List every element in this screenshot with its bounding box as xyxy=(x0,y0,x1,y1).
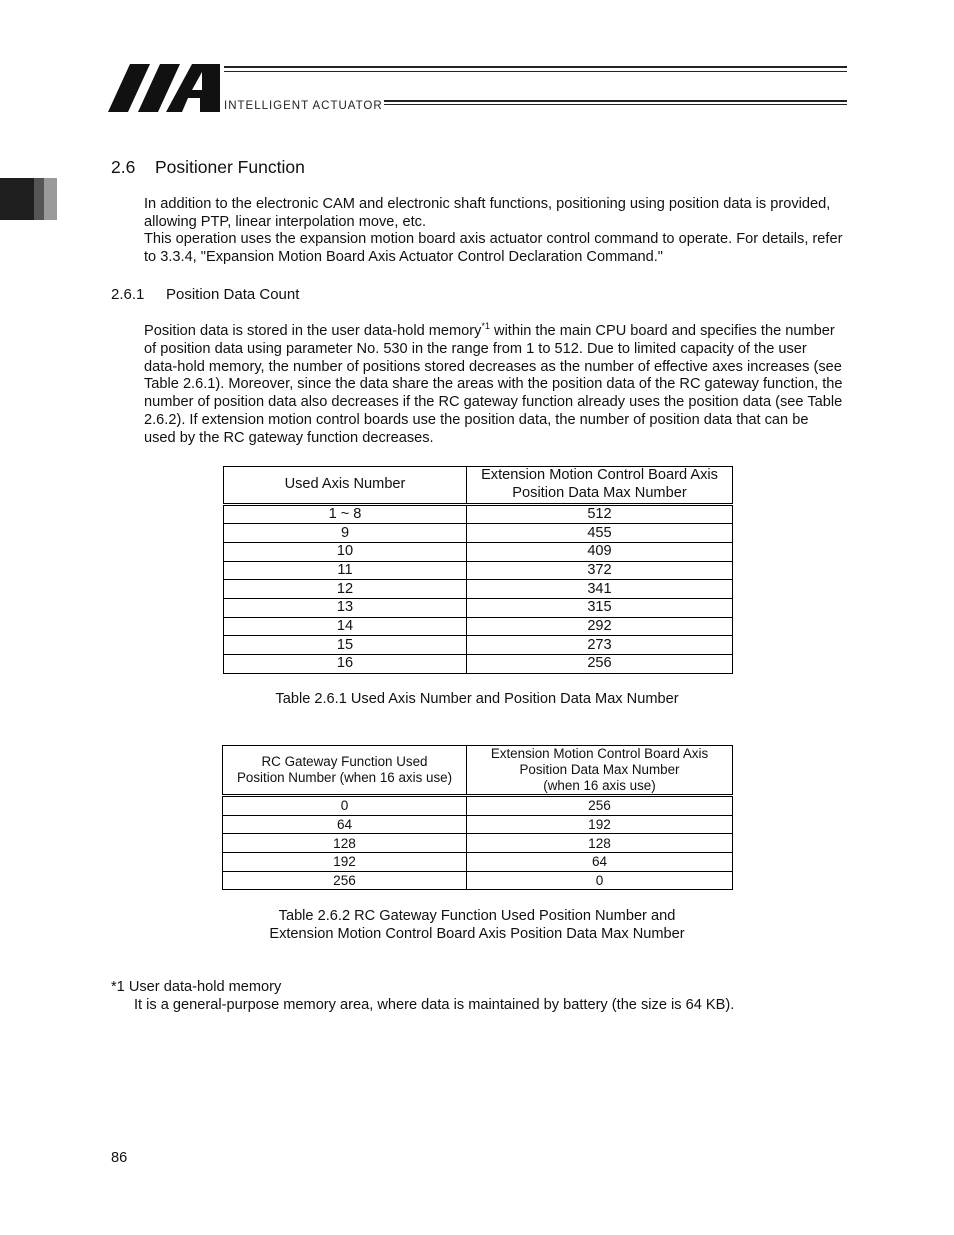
table-row xyxy=(224,599,733,618)
paragraph-text-a: Position data is stored in the user data-hold memory xyxy=(144,323,482,339)
table2-header-col2-line3: (when 16 axis use) xyxy=(543,778,656,793)
table1-caption: Table 2.6.1 Used Axis Number and Position Data Max Number xyxy=(275,691,679,707)
table-row xyxy=(223,853,733,872)
table1-cell-axis: 11 xyxy=(224,561,467,580)
section-title: Positioner Function xyxy=(155,157,305,177)
subsection-paragraph xyxy=(144,323,844,448)
section-heading xyxy=(111,157,305,178)
logo-wordmark: INTELLIGENT ACTUATOR xyxy=(224,100,383,112)
chapter-tab-mid xyxy=(34,178,44,220)
table1-cell-max: 341 xyxy=(467,580,733,599)
table-row xyxy=(223,815,733,834)
section-paragraph-2: This operation uses the expansion motion board axis actuator control command to operate. For details, refer to 3.3.4, "Expansion Motion Board Axis Actuator Control Declaration Command." xyxy=(144,231,843,265)
table1-header-col2-line2: Position Data Max Number xyxy=(512,484,687,501)
table2-header-col1 xyxy=(223,746,467,796)
section-number: 2.6 xyxy=(111,157,136,177)
header-rule-top-2 xyxy=(224,71,847,72)
chapter-tab-light xyxy=(44,178,57,220)
table2-caption-line2: Extension Motion Control Board Axis Position Data Max Number xyxy=(269,926,685,942)
table1-cell-axis: 12 xyxy=(224,580,467,599)
header-rule-bottom xyxy=(384,100,847,102)
table2-header-col2-line2: Position Data Max Number xyxy=(519,762,680,777)
table-row xyxy=(224,617,733,636)
table1-cell-axis: 16 xyxy=(224,655,467,674)
table-row xyxy=(224,561,733,580)
table2-header-col2-line1: Extension Motion Control Board Axis xyxy=(490,746,709,761)
table-row xyxy=(224,636,733,655)
page-number: 86 xyxy=(111,1150,128,1166)
chapter-tab-dark xyxy=(0,178,34,220)
table-row xyxy=(223,796,733,816)
subsection-number: 2.6.1 xyxy=(111,286,145,303)
table2-cell-used: 128 xyxy=(223,834,467,853)
table2-cell-max: 0 xyxy=(467,871,733,890)
header-rule-bottom-2 xyxy=(384,104,847,105)
table2-header-col2 xyxy=(467,746,733,796)
table2-header-col1-line2: Position Number (when 16 axis use) xyxy=(236,770,453,785)
table1-cell-axis: 9 xyxy=(224,524,467,543)
table-row xyxy=(224,504,733,524)
table1-cell-axis: 10 xyxy=(224,542,467,561)
table2-caption xyxy=(0,907,954,943)
table2-cell-max: 192 xyxy=(467,815,733,834)
table2-cell-max: 64 xyxy=(467,853,733,872)
table1-cell-axis: 14 xyxy=(224,617,467,636)
table2-caption-line1: Table 2.6.2 RC Gateway Function Used Position Number and xyxy=(278,908,676,924)
subsection-title: Position Data Count xyxy=(166,286,300,303)
paragraph-text-b: within the main CPU board and specifies the number of position data using parameter No. 530 in the range from 1 to 512. Due to limited capacity of the user data-hold memory, the number of positions stored decreases as the number of effective axes increases (see Table 2.6.1). Moreover, since the data share the areas with the position data of the RC gateway function, the number of position data also decreases if the RC gateway function already uses the position data (see Table 2.6.2). If extension motion control boards use the position data, the number of position data that can be used by the RC gateway function decreases. xyxy=(144,323,843,446)
table1-cell-axis: 15 xyxy=(224,636,467,655)
table2-cell-used: 64 xyxy=(223,815,467,834)
footnote-ref: *1 xyxy=(481,321,490,331)
table2-cell-used: 0 xyxy=(223,796,467,816)
table2-header-col1-line1: RC Gateway Function Used xyxy=(261,754,428,769)
table1-cell-max: 292 xyxy=(467,617,733,636)
table-rc-gateway-position-max xyxy=(222,745,733,890)
table2-cell-used: 192 xyxy=(223,853,467,872)
table-row xyxy=(223,834,733,853)
table2-cell-max: 128 xyxy=(467,834,733,853)
footnote-body: It is a general-purpose memory area, where data is maintained by battery (the size is 64 KB). xyxy=(134,997,735,1013)
table-row xyxy=(223,871,733,890)
table1-cell-axis: 1 ~ 8 xyxy=(224,504,467,524)
table1-header-col2-line1: Extension Motion Control Board Axis xyxy=(481,467,718,483)
table1-cell-max: 409 xyxy=(467,542,733,561)
subsection-heading xyxy=(111,286,299,303)
table1-cell-axis: 13 xyxy=(224,599,467,618)
section-paragraph-1: In addition to the electronic CAM and electronic shaft functions, positioning using position data is provided, allowing PTP, linear interpolation move, etc. xyxy=(144,196,831,230)
table1-cell-max: 273 xyxy=(467,636,733,655)
table1-cell-max: 372 xyxy=(467,561,733,580)
table1-cell-max: 455 xyxy=(467,524,733,543)
table1-cell-max: 512 xyxy=(467,504,733,524)
table-axis-position-max xyxy=(223,466,733,674)
table2-cell-max: 256 xyxy=(467,796,733,816)
iai-logo xyxy=(108,64,220,112)
header-rule-top xyxy=(224,66,847,68)
table-row xyxy=(224,655,733,674)
table1-cell-max: 256 xyxy=(467,655,733,674)
table1-header-col1: Used Axis Number xyxy=(224,467,467,505)
table1-header-col2 xyxy=(467,467,733,505)
table2-cell-used: 256 xyxy=(223,871,467,890)
table-row xyxy=(224,542,733,561)
table-row xyxy=(224,524,733,543)
table-row xyxy=(224,580,733,599)
footnote-title: *1 User data-hold memory xyxy=(111,979,282,995)
table1-cell-max: 315 xyxy=(467,599,733,618)
